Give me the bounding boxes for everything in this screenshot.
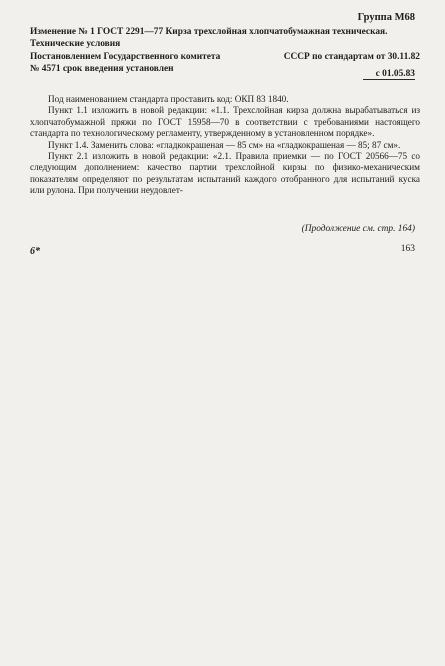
paragraph: Под наименованием стандарта проставить код: ОКП 83 1840.	[48, 94, 289, 104]
decree-block	[30, 52, 420, 75]
effective-date: с 01.05.83	[375, 69, 415, 79]
group-code: Группа М68	[357, 12, 415, 23]
page-number: 163	[400, 244, 415, 254]
paragraph: Пункт 1.1 изложить в новой редакции: «1.1. Трехслойная кирза должна вырабатываться из хлопчатобумажной пряжи по ГОСТ 15958—70 в соответствии с требованиями настоящего стандарта по технологическому регламенту, утвержденному в установленном порядке».	[30, 105, 420, 139]
decree-line-2: № 4571 срок введения установлен	[30, 63, 174, 74]
continuation-note: (Продолжение см. стр. 164)	[301, 224, 415, 234]
decree-right: СССР по стандартам от 30.11.82	[283, 52, 420, 62]
paragraph: Пункт 2.1 изложить в новой редакции: «2.1. Правила приемки — по ГОСТ 20566—75 со следующим дополнением: качество партии трехслойной кирзы по физико-механическим показателям определяют по результатам испытаний каждого отобранного для испытаний куска или рулона. При получении неудовлет-	[30, 151, 420, 196]
change-title: Изменение № 1 ГОСТ 2291—77 Кирза трехслойная хлопчатобумажная техническая. Технические условия	[30, 27, 388, 49]
divider-rule	[363, 79, 415, 80]
paragraph: Пункт 1.4. Заменить слова: «гладкокрашеная — 85 см» на «гладкокрашеная — 85; 87 см».	[48, 139, 401, 150]
decree-left: Постановлением Государственного комитета	[30, 52, 221, 62]
decree-line-1	[30, 52, 420, 64]
footer-mark: 6*	[30, 246, 40, 257]
document-body	[30, 94, 420, 197]
